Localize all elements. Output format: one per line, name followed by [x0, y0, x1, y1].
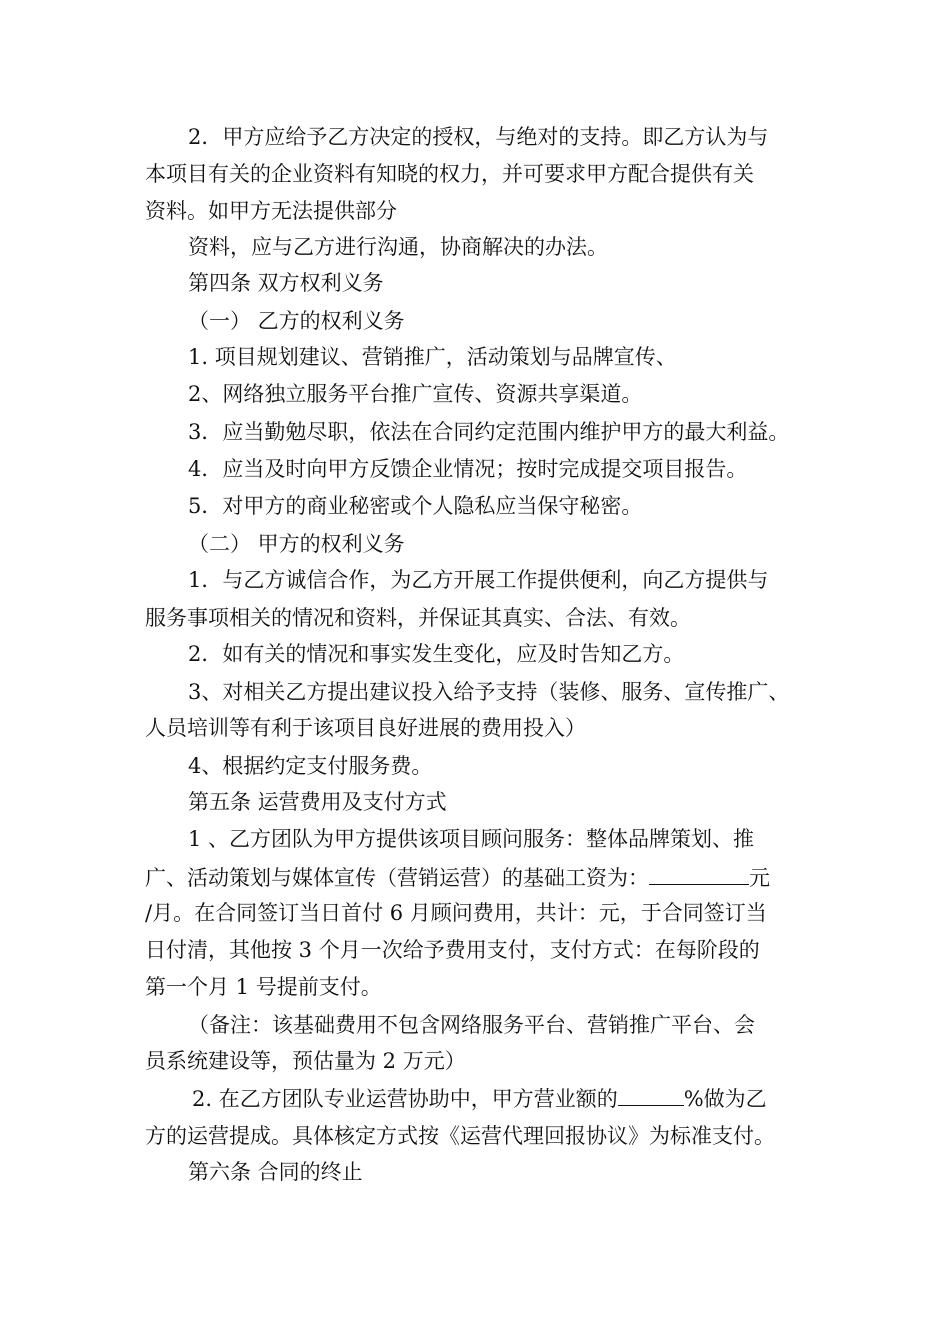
section-party-b-heading: （一） 乙方的权利义务 [188, 309, 405, 333]
article-5-heading: 第五条 运营费用及支付方式 [188, 790, 447, 814]
party-b-item-5: 5．对甲方的商业秘密或个人隐私应当保守秘密。 [188, 494, 643, 518]
commission-text: 2. 在乙方团队专业运营协助中，甲方营业额的 [192, 1087, 618, 1111]
article-6-heading: 第六条 合同的终止 [188, 1160, 363, 1184]
remark-line-1: （备注：该基础费用不包含网络服务平台、营销推广平台、会 [188, 1013, 755, 1037]
party-b-item-4: 4．应当及时向甲方反馈企业情况；按时完成提交项目报告。 [188, 457, 748, 481]
clause-3-item-2-line-1: 2．甲方应给予乙方决定的授权，与绝对的支持。即乙方认为与 [188, 125, 769, 149]
party-a-item-1-line-1: 1．与乙方诚信合作，为乙方开展工作提供便利，向乙方提供与 [188, 568, 769, 592]
clause-3-item-2-line-2: 本项目有关的企业资料有知晓的权力，并可要求甲方配合提供有关 [145, 162, 754, 186]
base-salary-text: 广、活动策划与媒体宣传（营销运营）的基础工资为： [145, 866, 649, 890]
party-a-item-1-line-2: 服务事项相关的情况和资料，并保证其真实、合法、有效。 [145, 606, 691, 630]
clause-3-item-2-line-3: 资料。如甲方无法提供部分 [145, 199, 397, 223]
party-b-item-1: 1. 项目规划建议、营销推广，活动策划与品牌宣传、 [188, 345, 677, 369]
party-a-item-3-line-2: 人员培训等有利于该项目良好进展的费用投入） [145, 716, 586, 740]
article-5-item-2-line-1 [192, 1083, 882, 1113]
article-5-item-1-line-1: 1 、乙方团队为甲方提供该项目顾问服务：整体品牌策划、推 [188, 827, 755, 851]
yuan-unit: 元 [749, 866, 770, 890]
article-5-item-1-line-3: /月。在合同签订当日首付 6 月顾问费用，共计：元，于合同签订当 [145, 901, 767, 925]
clause-3-item-2-line-4: 资料，应与乙方进行沟通，协商解决的办法。 [188, 235, 608, 259]
party-a-item-3-line-1: 3、对相关乙方提出建议投入给予支持（装修、服务、宣传推广、 [188, 680, 790, 704]
article-5-item-1-line-4: 日付清，其他按 3 个月一次给予费用支付，支付方式：在每阶段的 [145, 938, 760, 962]
section-party-a-heading: （二） 甲方的权利义务 [188, 532, 405, 556]
party-b-item-3: 3．应当勤勉尽职，依法在合同约定范围内维护甲方的最大利益。 [188, 420, 790, 444]
party-a-item-2: 2．如有关的情况和事实发生变化，应及时告知乙方。 [188, 642, 685, 666]
percent-tail: %做为乙 [683, 1087, 767, 1111]
article-5-item-2-line-2: 方的运营提成。具体核定方式按《运营代理回报协议》为标准支付。 [145, 1124, 775, 1148]
article-4-heading: 第四条 双方权利义务 [188, 271, 384, 295]
party-a-item-4: 4、根据约定支付服务费。 [188, 754, 433, 778]
remark-line-2: 员系统建设等，预估量为 2 万元） [145, 1049, 466, 1073]
party-b-item-2: 2、网络独立服务平台推广宣传、资源共享渠道。 [188, 382, 643, 406]
article-5-item-1-line-5: 第一个月 1 号提前支付。 [145, 975, 382, 999]
salary-amount-blank [649, 862, 749, 885]
percent-blank [618, 1083, 684, 1106]
article-5-item-1-line-2 [145, 862, 835, 892]
